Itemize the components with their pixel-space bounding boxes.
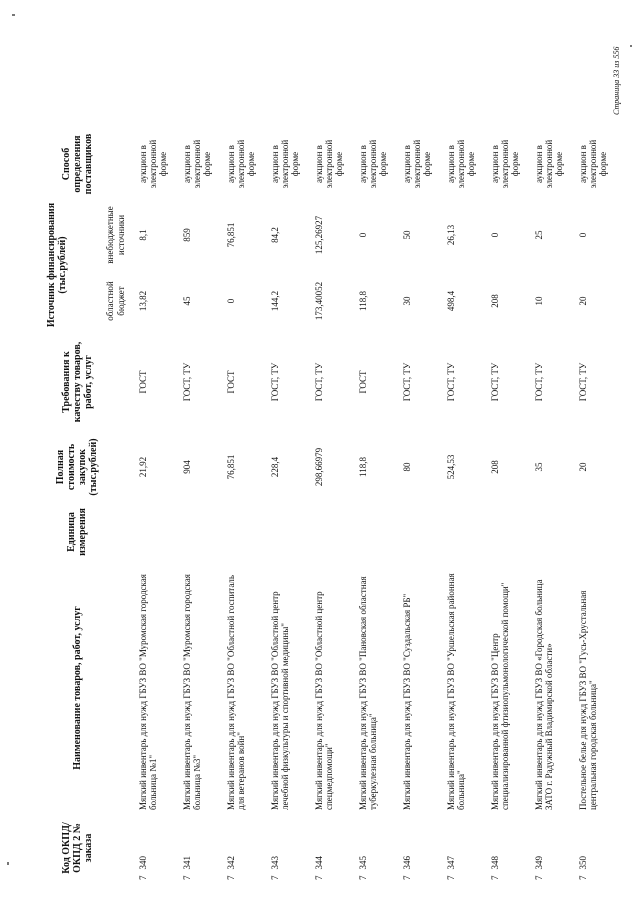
order-number: 349	[534, 856, 544, 870]
order-number: 347	[446, 856, 456, 870]
order-number: 346	[402, 856, 412, 870]
name-cell: Мягкий инвентарь для нужд ГБУЗ ВО "Уршельская районная больница"	[446, 573, 466, 810]
table-row	[400, 129, 444, 883]
unit-cell	[268, 501, 312, 563]
funding-regional-cell: 0	[226, 298, 236, 304]
quality-cell: ГОСТ	[358, 370, 368, 394]
name-cell: Постельное белье для нужд ГБУЗ ВО "Гусь-Хрустальная центральная городская больница"	[578, 590, 598, 810]
quality-cell: ГОСТ, ТУ	[314, 362, 324, 402]
code-prefix: 7	[314, 875, 324, 880]
table-row	[576, 129, 620, 883]
header-funding: Источник финансирования (тыс.рублей)	[46, 202, 68, 328]
funding-offbudget-cell: 0	[578, 232, 588, 238]
quality-cell: ГОСТ, ТУ	[534, 362, 544, 402]
code-cell	[268, 813, 312, 883]
funding-regional-cell: 45	[182, 296, 192, 306]
funding-offbudget-cell: 84,2	[270, 227, 280, 243]
method-cell: аукцион в электронной форме	[534, 139, 564, 189]
name-cell: Мягкий инвентарь для нужд ГБУЗ ВО "Центр специализированной фтизиопульмонологической помощи"	[490, 582, 510, 810]
method-cell: аукцион в электронной форме	[270, 139, 300, 189]
unit-cell	[444, 501, 488, 563]
cost-cell: 80	[402, 462, 412, 472]
method-cell: аукцион в электронной форме	[358, 139, 388, 189]
code-prefix: 7	[534, 875, 544, 880]
order-number: 340	[138, 856, 148, 870]
unit-cell	[400, 501, 444, 563]
header-funding-offbudget: внебюджетные источники	[105, 206, 126, 264]
unit-cell	[180, 501, 224, 563]
order-number: 344	[314, 856, 324, 870]
table-row	[312, 129, 356, 883]
table-body	[136, 129, 620, 883]
name-cell: Мягкий инвентарь для нужд ГБУЗ ВО "Суздальская РБ"	[402, 593, 412, 810]
method-cell: аукцион в электронной форме	[314, 139, 344, 189]
cost-cell: 228,4	[270, 456, 280, 478]
code-prefix: 7	[270, 875, 280, 880]
code-prefix: 7	[446, 875, 456, 880]
order-number: 343	[270, 856, 280, 870]
page-footer: Страница 33 из 556	[612, 46, 621, 115]
funding-regional-cell: 30	[402, 296, 412, 306]
table-row	[532, 129, 576, 883]
header-method: Способ определения поставщиков	[60, 133, 94, 195]
quality-cell: ГОСТ, ТУ	[182, 362, 192, 402]
name-cell: Мягкий инвентарь для нужд ГБУЗ ВО "Муромская городская больница №3"	[182, 574, 202, 810]
table-row	[224, 129, 268, 883]
funding-offbudget-cell: 0	[358, 232, 368, 238]
funding-regional-cell: 208	[490, 294, 500, 308]
quality-cell: ГОСТ, ТУ	[402, 362, 412, 402]
code-cell	[136, 813, 180, 883]
unit-cell	[532, 501, 576, 563]
table-row	[136, 129, 180, 883]
code-cell	[312, 813, 356, 883]
quality-cell: ГОСТ	[138, 370, 148, 394]
cost-cell: 904	[182, 460, 192, 474]
cost-cell: 20	[578, 462, 588, 472]
funding-offbudget-cell: 125,26927	[314, 215, 324, 255]
method-cell: аукцион в электронной форме	[182, 139, 212, 189]
funding-regional-cell: 10	[534, 296, 544, 306]
header-funding-regional: областной бюджет	[105, 281, 126, 321]
name-cell: Мягкий инвентарь для нужд ГБУЗ ВО "Областной госпиталь для ветеранов войн"	[226, 574, 246, 810]
procurement-table	[18, 129, 620, 883]
name-cell: Мягкий инвентарь для нужд ГБУЗ ВО "Пановская областная туберкулезная больница"	[358, 576, 378, 810]
code-prefix: 7	[402, 875, 412, 880]
table-row	[268, 129, 312, 883]
cost-cell: 118,8	[358, 457, 368, 477]
method-cell: аукцион в электронной форме	[490, 139, 520, 189]
funding-regional-cell: 173,40052	[314, 281, 324, 321]
unit-cell	[312, 501, 356, 563]
code-cell	[576, 813, 620, 883]
table-row	[180, 129, 224, 883]
table-row	[488, 129, 532, 883]
funding-offbudget-cell: 26,13	[446, 224, 456, 246]
funding-regional-cell: 498,4	[446, 290, 456, 312]
order-number: 350	[578, 856, 588, 870]
scan-speck	[630, 45, 632, 47]
funding-offbudget-cell: 8,1	[138, 229, 148, 241]
order-number: 345	[358, 856, 368, 870]
cost-cell: 76,851	[226, 454, 236, 480]
funding-offbudget-cell: 25	[534, 230, 544, 240]
method-cell: аукцион в электронной форме	[578, 139, 608, 189]
table-row	[444, 129, 488, 883]
method-cell: аукцион в электронной форме	[446, 139, 476, 189]
table-row	[356, 129, 400, 883]
code-cell	[180, 813, 224, 883]
quality-cell: ГОСТ, ТУ	[446, 362, 456, 402]
unit-cell	[136, 501, 180, 563]
header-name: Наименование товаров, работ, услуг	[71, 606, 83, 770]
order-number: 341	[182, 856, 192, 870]
quality-cell: ГОСТ, ТУ	[270, 362, 280, 402]
cost-cell: 208	[490, 460, 500, 474]
unit-cell	[356, 501, 400, 563]
scan-speck	[12, 14, 15, 16]
name-cell: Мягкий инвентарь для нужд ГБУЗ ВО "Областной центр спецмедпомощи"	[314, 591, 334, 810]
code-prefix: 7	[182, 875, 192, 880]
scan-speck	[7, 862, 9, 865]
code-cell	[400, 813, 444, 883]
code-cell	[444, 813, 488, 883]
code-prefix: 7	[358, 875, 368, 880]
funding-regional-cell: 20	[578, 296, 588, 306]
method-cell: аукцион в электронной форме	[226, 139, 256, 189]
order-number: 348	[490, 856, 500, 870]
name-cell: Мягкий инвентарь для нужд ГБУЗ ВО "Муромская городская больница №1"	[138, 574, 158, 810]
header-quality: Требования к качеству товаров, работ, услуг	[60, 341, 94, 423]
cost-cell: 298,66979	[314, 447, 324, 487]
code-cell	[224, 813, 268, 883]
header-code: Код ОКПД/ ОКПД 2 № заказа	[60, 822, 94, 874]
name-cell: Мягкий инвентарь для нужд ГБУЗ ВО «Городская больница ЗАТО г. Радужный Владимирской области»	[534, 579, 554, 810]
cost-cell: 524,53	[446, 454, 456, 480]
code-prefix: 7	[138, 875, 148, 880]
code-cell	[532, 813, 576, 883]
order-number: 342	[226, 856, 236, 870]
funding-regional-cell: 13,82	[138, 290, 148, 312]
method-cell: аукцион в электронной форме	[402, 139, 432, 189]
quality-cell: ГОСТ, ТУ	[490, 362, 500, 402]
unit-cell	[488, 501, 532, 563]
funding-offbudget-cell: 50	[402, 230, 412, 240]
method-cell: аукцион в электронной форме	[138, 139, 168, 189]
cost-cell: 35	[534, 462, 544, 472]
name-cell: Мягкий инвентарь для нужд ГБУЗ ВО "Областной центр лечебной физкультуры и спортивной медицины"	[270, 591, 290, 810]
code-prefix: 7	[490, 875, 500, 880]
funding-regional-cell: 144,2	[270, 290, 280, 312]
code-prefix: 7	[226, 875, 236, 880]
unit-cell	[576, 501, 620, 563]
funding-offbudget-cell: 76,851	[226, 222, 236, 248]
quality-cell: ГОСТ	[226, 370, 236, 394]
code-cell	[488, 813, 532, 883]
header-cost: Полная стоимость закупок (тыс.рублей)	[55, 438, 99, 496]
funding-offbudget-cell: 0	[490, 232, 500, 238]
code-prefix: 7	[578, 875, 588, 880]
funding-offbudget-cell: 859	[182, 228, 192, 242]
unit-cell	[224, 501, 268, 563]
quality-cell: ГОСТ, ТУ	[578, 362, 588, 402]
header-unit: Единица измерения	[66, 508, 88, 556]
cost-cell: 21,92	[138, 456, 148, 478]
code-cell	[356, 813, 400, 883]
funding-regional-cell: 118,8	[358, 291, 368, 311]
